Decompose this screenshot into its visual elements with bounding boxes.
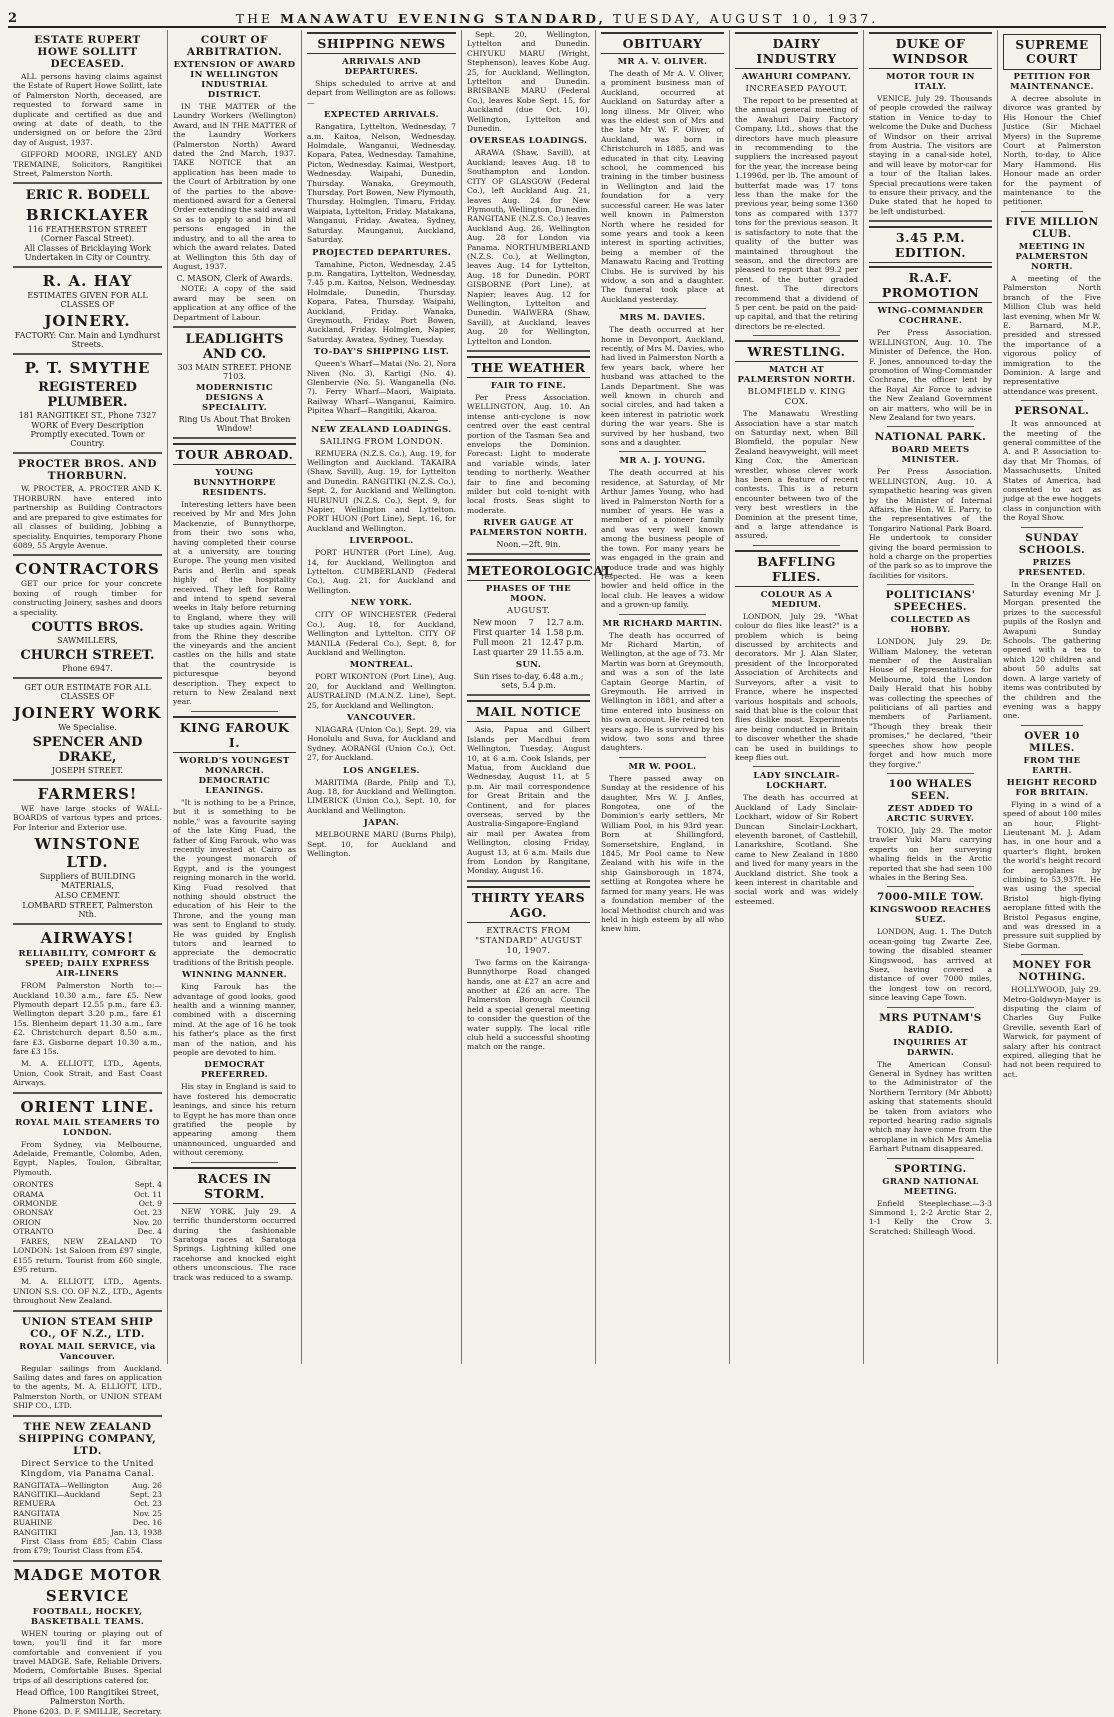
airways-agent: M. A. ELLIOTT, LTD., Agents, Union, Cook Strait, and East Coast Airways. [13,1059,162,1088]
projected-departures: PROJECTED DEPARTURES. [312,247,451,258]
farouk-heading: KING FAROUK I. [173,716,296,753]
newyork-text: CITY OF WINCHESTER (Federal Co.), Aug. 18, for Auckland, Wellington and Lyttelton. CITY OF MANILA (Federal Co.), Sept. 8, for Auckland and Wellington. [307,610,456,657]
union-text: Regular sailings from Auckland. Sailing dates and fares on application to the agents, M. A. ELLIOTT, LTD., Palmerston North, or UNION STEAM SHIP CO., LTD. [13,1363,162,1411]
hay-trade: JOINERY. [44,312,131,331]
moon-heading: PHASES OF THE MOON. [485,584,572,605]
losangeles-heading: LOS ANGELES. [343,765,420,776]
farouk-winning: WINNING MANNER. [181,970,288,981]
arrivals-list: Rangatira, Lyttelton, Wednesday, 7 a.m. Kaitoa, Nelson, Wednesday. Holmdale, Wanganui, Wednesday. Kopara, Patea, Wednesday. Tamahine, Picton, Wednesday. Kaimai, Westport, Wednesday. Waipahi, Dunedin, Thursday. Wanaka, Greymouth, Thursday. Port Bowen, New Plymouth, Thursday. Holmglen, Timaru, Friday. Waipiata, Lyttelton, Friday. Matakana, Wanganui, Friday. Awatea, Sydney, Saturday. Maunganui, Auckland, Saturday. [307,122,456,245]
todays-shipping-heading: TO-DAY'S SHIPPING LIST. [313,347,450,358]
farouk-text-3: His stay in England is said to have fostered his democratic leanings, and since his return to Egypt he has more than once gratified the people by appearing among them unannounced, unguarded and without ceremony. [173,1082,296,1158]
spencer-name: SPENCER AND DRAKE, [32,734,143,765]
vancouver-text: NIAGARA (Union Co.), Sept. 29, via Honolulu and Suva, for Auckland and Sydney. AORANGI (Union Co.), Oct. 27, for Auckland. [307,724,456,763]
duke-heading: DUKE OF WINDSOR [869,32,992,69]
davies-text: The death occurred at her home in Devonport, Auckland, recently, of Mrs M. Davies, who had lived in Palmerston North a few years back, where her husband was attached to the Lands Department. She was well known in church and social circles, and had taken a keen interest in patriotic work during the war years. She is survived by her husband, two sons and a daughter. [601,325,724,448]
nz-loadings-sub: SAILING FROM LONDON. [319,436,444,447]
park-sub: BOARD MEETS MINISTER. [891,445,970,466]
sun-heading: SUN. [515,660,542,671]
leadlights-note: Ring Us About That Broken Window! [178,414,291,433]
lady-heading: LADY SINCLAIR-LOCKHART. [753,771,840,792]
meteorological-heading: METEOROLOGICAL [467,559,590,581]
column-8 [998,30,1106,1364]
airways-name: AIRWAYS! [40,929,135,948]
tour-sub: YOUNG BUNNYTHORPE RESIDENTS. [193,467,276,498]
nz-loadings-heading: NEW ZEALAND LOADINGS. [311,424,452,435]
moon-table [467,618,590,658]
procter-text: W. PROCTER, A. PROCTER AND K. THORBURN have entered into partnership as Building Contractors and are prepared to give estimates for all classes of building, Jobbing a speciality. Enquiries, temporary Phone 6089, 55 Argyle Avenue. [13,484,162,550]
moon-month: AUGUST. [506,606,550,617]
tow-text: LONDON, Aug. 1. The Dutch ocean-going tug Zwarte Zee, towing the disabled steamer Kingswood, has arrived at Suez, having covered a distance of over 7000 miles, the longest tow on record, since leaving Cape Town. [869,927,992,1003]
list-item: ORMONDE Oct. 9 [13,1199,162,1209]
japan-heading: JAPAN. [363,818,400,829]
weather-heading: THE WEATHER [467,356,590,378]
whales-text: TOKIO, July 29. The motor trawler Yuki Maru carrying experts on her surveying whaling fields in the Arctic reported that she had seen 100 whales in the Bering Sea. [869,825,992,882]
column-4 [462,30,613,1364]
spencer-specialise: We Specialise. [58,722,117,732]
mail-text: Asia, Papua and Gilbert Islands per Macdhui from Wellington, Tuesday, August 10, at 6 a.m. Cook Islands, per Matua, from Auckland due Wednesday, August 11, at 5 p.m. Air mail correspondence for Great Britain and the Continent, and for places overseas, served by the Australia-Singapore-England air mail per Awatea from Wellington, closing Friday, August 13, at 6 a.m. Mails due from London by Rangitane, Monday, August 16. [467,725,590,876]
flies-heading: BAFFLING FLIES. [735,550,858,587]
million-text: A meeting of the Palmerston North branch of the Five Million Club was held last evening, when Mr W. E. Barnard, M.P., presided and stressed the importance of a vigorous policy of immigration to the Dominion. A large and representative attendance was present. [1003,273,1101,396]
orient-text: From Sydney, via Melbourne, Adelaide, Fremantle, Colombo, Aden, Egypt, Naples, Toulon, Gibraltar, Plymouth. [13,1139,162,1177]
estate-text: ALL persons having claims against the Estate of Rupert Howe Sollitt, late of Palmerston North, deceased, are requested to forward same in duplicate and certified as due and owing at date of death, to the undersigned on or before the 23rd day of August, 1937. [13,72,162,147]
races-text: NEW YORK, July 29. A terrific thunderstorm occurred during the fashionable Saratoga races at Saratoga Springs. Lightning killed one racehorse and knocked eight others unconscious. The race track was reduced to a swamp. [173,1206,296,1282]
miles-sub: FROM THE EARTH. [1023,755,1081,776]
masthead-date: TUESDAY, AUGUST 10, 1937. [612,11,879,26]
orient-agent: M. A. ELLIOTT, LTD., Agents. UNION S.S. CO. OF N.Z., LTD., Agents throughout New Zealand. [13,1277,162,1306]
politicians-heading: POLITICIANS' SPEECHES. [885,589,976,614]
winstone-line: Suppliers of BUILDING MATERIALS, [39,872,136,891]
oliver-text: The death of Mr A. V. Oliver, a prominent business man of Auckland, occurred at Auckland on Saturday after a long illness. Mr Oliver, who was the eldest son of Mrs and the late Mr W. F. Oliver, of Auckland, was born in Christchurch in 1885, and was educated in that city. Leaving school, he commenced his training in the timber business in Wellington and laid the foundation for a very successful career. He was later well known in Palmerston North where he resided for some years and took a keen interest in sporting activities, being a member of the Manawatu Racing and Trotting Clubs. He is survived by his widow, a son and a daughter. The funeral took place at Auckland yesterday. [601,69,724,304]
table-row: Last quarter 29 11.55 a.m. [473,648,584,658]
smythe-address: 181 RANGITIKEI ST., Phone 7327 [18,411,157,421]
wrestling-text: The Manawatu Wrestling Association have a star match on Saturday next, when Bill Blomfield, the popular New Zealand heavyweight, will meet King Cox, the American wrestler, whose clever work has been a feature of recent contests. This is a return encounter between two of the very best wrestlers in the Dominion at the present time, and a large attendance is assured. [735,409,858,541]
madge-phone: Phone 6203. [13,1707,62,1717]
leadlights-sub: MODERNISTIC DESIGNS A SPECIALITY. [195,382,274,413]
winstone-also: ALSO CEMENT. [54,891,121,901]
raf-heading: R.A.F. PROMOTION [869,266,992,303]
airways-text: FROM Palmerston North to:—Auckland 10.30 a.m., fare £5. New Plymouth depart 12.55 p.m., fare £3. Wellington depart 3.20 p.m., fare £1 15s. Blenheim depart 11.30 a.m., fare £2. Christchurch depart 8.50 a.m., fare £3. Gisborne depart 10.30 a.m., fare £3 15s. [13,981,162,1056]
oliver-heading: MR A. V. OLIVER. [617,57,708,67]
procter-name: PROCTER BROS. AND THORBURN. [18,458,157,483]
masthead-name: MANAWATU EVENING STANDARD, [280,11,606,26]
arrivals-text: Ships scheduled to arrive at and depart from Wellington are as follows:— [307,79,456,107]
nz-shipping-fares: First Class from £85; Cabin Class from £79; Tourist Class from £54. [13,1537,162,1556]
thirty-years-heading: THIRTY YEARS AGO. [467,886,590,923]
sporting-sub: GRAND NATIONAL MEETING. [882,1176,979,1197]
estate-heading: ESTATE RUPERT HOWE SOLLITT DECEASED. [34,34,141,70]
union-name: UNION STEAM SHIP CO., OF N.Z., LTD. [21,1315,154,1340]
martin-heading: MR RICHARD MARTIN. [602,618,723,629]
million-sub: MEETING IN PALMERSTON NORTH. [1015,241,1089,272]
tow-heading: 7000-MILE TOW. [877,891,984,904]
shipping-continued: Sept. 20, Wellington, Lyttelton and Dunedin. CHIYUKU MARU (Wright, Stephenson), leaves Kobe Aug. 25, for Auckland, Wellington, Lyttelton and Dunedin. BRISBANE MARU (Federal Co.), leaves Kobe Sept. 15, for Auckland (due Oct. 10), Wellington, Lyttelton and Dunedin. [467,30,590,134]
orient-name: ORIENT LINE. [20,1097,155,1116]
hay-line: ESTIMATES GIVEN FOR ALL CLASSES OF [27,291,148,310]
whales-sub: ZEST ADDED TO ARCTIC SURVEY. [886,803,975,824]
hay-factory: FACTORY: Cnr. Main and Lyndhurst Streets. [14,331,161,350]
court-sign: C. MASON, Clerk of Awards. [176,274,293,284]
coutts-phone: Phone 6947. [62,663,113,673]
orient-sailings [13,1180,162,1236]
park-heading: NATIONAL PARK. [874,431,987,444]
list-item: ORONTES Sept. 4 [13,1180,162,1190]
airways-sub: RELIABILITY, COMFORT & SPEED; DAILY EXPRESS AIR-LINERS [18,949,157,980]
nz-loadings-text: REMUERA (N.Z.S. Co.), Aug. 19, for Wellington and Auckland. TAKAIRA (Shaw, Savill), Aug. 19, for Lyttelton and Dunedin. RANGITIKI (N.Z.S. Co.), Sept. 2, for Auckland and Wellington. HURUNUI (N.Z.S. Co.), Sept. 9, for Napier, Wellington and Lyttelton. PORT HUON (Port Line), Sept. 16, for Auckland and Wellington. [307,448,456,533]
politicians-text: LONDON, July 29. Dr. William Maloney, the veteran member of the Australian House of Representatives for Melbourne, told the London Daily Herald that his hobby was collecting the speeches of politicians of all parties and members of Parliament. "Though they break their promises," he declared, "their speeches show how people forget and how much more they forgive." [869,637,992,769]
tour-text: Interesting letters have been received by Mr and Mrs John Mackenzie, of Bunnythorpe, from their two sons who, having completed their course at a university, are touring Europe. The young men visited Paris and Berlin and speak highly of the hospitality received. They left for Rome and intend to spend several weeks in Italy before returning to England, where they will take up studies again. Writing from the Rhine they describe the vineyards and the ancient castles on the hills and state that the countryside is picturesque beyond description. They expect to return to New Zealand next year. [173,499,296,707]
list-item: REMUERA Oct. 23 [13,1499,162,1509]
smythe-note: WORK of Every Description Promptly executed. Town or Country. [30,421,145,449]
list-item: RANGITATA—Wellington Aug. 26 [13,1480,162,1490]
nz-shipping-sailings [13,1481,162,1537]
madge-office: Head Office, 100 Rangitikei Street, Palmerston North. [15,1688,160,1707]
dairy-sub-2: INCREASED PAYOUT. [745,84,848,94]
leadlights-address: 303 MAIN STREET. PHONE 7103. [177,362,292,381]
list-item: RUAHINE Dec. 16 [13,1518,162,1528]
wrestling-sub: MATCH AT PALMERSTON NORTH. [737,365,856,386]
miles-heading: OVER 10 MILES. [1024,729,1080,754]
masthead-the: THE [235,11,274,26]
table-row: Full moon 21 12.47 p.m. [473,638,584,648]
supreme-text: A decree absolute in divorce was granted by His Honour the Chief Justice (Sir Michael Myers) in the Supreme Court at Palmerston North, to-day, to Alice Mary Hammond. His Honour made an order for the payment of maintenance to the petitioner. [1003,94,1101,207]
todays-shipping-text: Queen's Wharf—Matai (No. 2), Nora Niven (No. 3), Kartigi (No. 4). Glenbervie (No. 5). Wanganella (No. 7). Ferry Wharf—Maori, Waipiata. Railway Wharf—Wanganui, Kaimiro. Pipitea Wharf—Rangitiki, Akaroa. [307,359,456,416]
newyork-heading: NEW YORK. [350,598,413,609]
court-heading: COURT OF ARBITRATION. [186,34,283,58]
putnam-text: The American Consul-General in Sydney has written to the Administrator of the Northern Territory (Mr Abbott) asking that statements should be taken from aviators who reported hearing radio signals which may have come from the aeroplane in which Mrs Amelia Earhart Putnam disappeared. [869,1059,992,1154]
madge-name: MADGE MOTOR [13,1565,162,1584]
column-7 [864,30,998,1364]
farouk-text-2: King Farouk has the advantage of good looks, good health and a winning manner, combined with a discerning mind. At the age of 16 he took his father's place as the first man of the nation, and his people are devoted to him. [173,982,296,1058]
river-heading: RIVER GAUGE AT PALMERSTON NORTH. [469,518,588,539]
raf-text: Per Press Association. WELLINGTON, Aug. 10. The Minister of Defence, the Hon. F. Jones, announced to-day the promotion of Wing-Commander Cochrane, the officer lent by the Royal Air Force to advise the New Zealand Government on air matters, who will be in New Zealand for two years. [869,328,992,422]
montreal-heading: MONTREAL. [349,660,414,671]
coutts-name: COUTTS BROS. [31,619,144,635]
martin-text: The death has occurred of Mr Richard Martin, of Wellington, at the age of 73. Mr Martin was born at Greymouth, and was a son of the late Captain George Martin, of Greymouth. He arrived in Wellington in 1881, and after a time entered into business on his own account. He retired ten years ago. He is survived by his widow, two sons and three daughters. [601,630,724,753]
vancouver-heading: VANCOUVER. [347,712,416,723]
madge-text: WHEN touring or playing out of town, you'll find it far more comfortable and convenient if you travel MADGE. Safe, Reliable Drivers. Modern, Comfortable Buses. Special trips of all descriptions catered for. [13,1628,162,1685]
putnam-heading: MRS PUTNAM'S RADIO. [879,1011,982,1036]
nz-shipping-name: THE NEW ZEALAND SHIPPING COMPANY, LTD. [18,1420,157,1457]
contractors-text: GET our price for your concrete boxing of rough timber for constructing Joinery, sashes and doors a speciality. [13,579,162,617]
expected-arrivals: EXPECTED ARRIVALS. [323,110,440,121]
wrestling-heading: WRESTLING. [735,340,858,362]
montreal-text: PORT WIKONTON (Port Line), Aug. 20, for Auckland and Wellington. AUSTRALIND (M.A.N.Z. Line), Sept. 25, for Auckland and Wellington. [307,672,456,710]
court-sub: EXTENSION OF AWARD IN WELLINGTON INDUSTRIAL DISTRICT. [173,60,296,100]
leadlights-name: LEADLIGHTS AND CO. [185,331,284,362]
young-heading: MR A. J. YOUNG. [619,456,706,467]
races-heading: RACES IN STORM. [173,1167,296,1204]
dairy-text: The report to be presented at the annual general meeting of the Awahuri Dairy Factory Company, Ltd., shows that the directors have much pleasure in recommending to the suppliers the increased payout for the year, the increase being 1.1996d. per lb. The amount of butterfat made was 17 tons less than the make for the previous year, being some 1360 tons as compared with 1377 tons for the previous season. It is satisfactory to note that the quality of the butter was maintained throughout the season, and the directors are pleased to report that 99.2 per cent. of the butter graded finest. The directors recommend that a dividend of 5 per cent. be paid on the paid-up capital, and that the retiring directors be re-elected. [735,96,858,331]
thirty-years-text: Two farms on the Kairanga-Bunnythorpe Road changed hands, one at £27 an acre and another at £26 an acre. The Palmerston Borough Council held a special general meeting to consider the question of the water supply. The local rifle club held a successful shooting match on the range. [467,957,590,1052]
duke-text: VENICE, July 29. Thousands of people crowded the railway station in Venice to-day to welcome the Duke and Duchess of Windsor on their arrival from Austria. The visitors are staying in a canal-side hotel, and will leave by motor-car for a tour of the Italian lakes. Special precautions were taken to ensure their privacy, and the Duke stated that he hoped to be left undisturbed. [869,94,992,216]
court-note: NOTE: A copy of the said award may be seen on application at any office of the Department of Labour. [173,284,296,322]
miles-text: Flying in a wind of a speed of about 100 miles an hour, Flight-Lieutenant M. J. Adam has, in one hour and a quarter's flight, broken the world's height record for aeroplanes by climbing to 53,937ft. He was using the special Bristol high-flying aeroplane fitted with the Bristol Pegasus engine, and was dressed in a pressure suit supplied by Siebe Gorman. [1003,799,1101,950]
weather-sub: FAIR TO FINE. [490,381,567,391]
masthead-title [48,11,1066,26]
sunday-text: In the Orange Hall on Saturday evening Mr J. Morgan presented the prizes to the successful pupils of the Roslyn and Awapuni Sunday Schools. The gathering opened with a tea to which 120 children and about 50 adults sat down. A large variety of items was contributed by the children and the evening was a happy one. [1003,579,1101,721]
raf-sub: WING-COMMANDER COCHRANE. [877,306,984,327]
winstone-name: WINSTONE LTD. [34,835,141,872]
table-row: New moon 7 12.7 a.m. [473,618,584,628]
departures-list: Tamahine, Picton, Wednesday, 2.45 p.m. Rangatira, Lyttelton, Wednesday, 7.45 p.m. Kaitoa, Nelson, Wednesday. Holmdale, Dunedin, Thursday. Kopara, Patea, Thursday. Waipahi, Auckland, Friday. Wanaka, Greymouth, Friday. Port Bowen, Auckland, Friday. Holmglen, Napier, Saturday. Awatea, Sydney, Tuesday. [307,259,456,344]
million-heading: FIVE MILLION CLUB. [1005,215,1099,240]
column-1 [8,30,168,1717]
list-item: ORAMA Oct. 11 [13,1189,162,1199]
spencer-text: GET OUR ESTIMATE FOR ALL CLASSES OF [24,682,151,701]
union-sub: ROYAL MAIL SERVICE, via Vancouver. [19,1341,156,1362]
japan-text: MELBOURNE MARU (Burns Philp), Sept. 10, for Auckland and Wellington. [307,830,456,858]
davies-heading: MRS M. DAVIES. [619,313,706,324]
farouk-text: "It is nothing to be a Prince, but it is something to be noble," was a favourite saying of the late King Fuad, the father of King Farouk, who was recently invested at Cairo as the youngest monarch of Egypt, and is the youngest reigning monarch in the world. King Fuad resolved that nothing should obstruct the education of his Heir to the Throne, and the young man was sent to England to study. He was guided by English tutors and learned to appreciate the democratic traditions of the British people. [173,797,296,967]
pool-heading: MR W. POOL. [628,761,697,772]
liverpool-heading: LIVERPOOL. [349,536,414,547]
spencer-trade: JOINERY WORK [13,703,162,722]
farmers-name: FARMERS! [37,784,138,803]
liverpool-text: PORT HUNTER (Port Line), Aug. 14, for Auckland, Wellington and Lyttelton. CUMBERLAND (Federal Co.), Aug. 21, for Auckland and Wellington. [307,548,456,595]
farouk-sub: WORLD'S YOUNGEST MONARCH. DEMOCRATIC LEANINGS. [179,755,290,796]
estate-signoff: GIFFORD MOORE, INGLEY AND TREMAINE, Solicitors, Rangitikei Street, Palmerston North. [13,150,162,179]
pool-text: There passed away on Sunday at the residence of his daughter, Mrs W. J. Anfles, Rongotea, one of the Dominion's early settlers, Mr William Pool, in his 93rd year. Born at Shillingford, Somersetshire, England, in 1845, Mr Pool came to New Zealand with his wife in the ship Gainsborough in 1874, settling at Rongotea where he farmed for many years. He was a foundation member of the local Methodist church and was held in high esteem by all who knew him. [601,773,724,934]
duke-sub: MOTOR TOUR IN ITALY. [886,72,975,92]
masthead [8,4,1106,28]
supreme-sub: PETITION FOR MAINTENANCE. [1010,72,1094,92]
tour-heading: TOUR ABROAD. [173,443,296,465]
young-text: The death occurred at his residence, at Saturday, of Mr Arthur James Young, who had lived in Palmerston North for a number of years. He was a member of a pioneer family and was very well known among the business people of the town. For many years he was engaged in the grain and produce trade and was highly respected. He was a keen bowler and held office in the local club. He leaves a widow and a grown-up family. [601,468,724,610]
spencer-address: JOSEPH STREET. [51,765,124,775]
miles-sub-2: HEIGHT RECORD FOR BRITAIN. [1006,777,1098,798]
smythe-trade: REGISTERED PLUMBER. [38,380,137,411]
money-text: HOLLYWOOD, July 29. Metro-Goldwyn-Mayer is disputing the claim of Charles Guy Fulke Greville, seventh Earl of Warwick, for payment of salary after his contract expired, alleging that he had not been required to act. [1003,985,1101,1079]
weather-text: Per Press Association. WELLINGTON, Aug. 10. An intense anti-cyclone is now centred over the east central portion of the Tasman Sea and envelops the Dominion. Forecast: Light to moderate and variable winds, later tending to northerly. Weather fair to fine and becoming milder but cold to-night with local frosts. Seas slight to moderate. [467,393,590,515]
nz-shipping-sub: Direct Service to the United Kingdom, via Panama Canal. [20,1458,155,1479]
madge-trade: SERVICE [45,1586,130,1605]
flies-text: LONDON, July 29. "What colour do flies like least?" is a problem which is being discussed by architects and decorators. Mr J. Alan Slater, president of the Incorporated Association of Architects and Surveyors, after a visit to France, where he inspected various hospitals and schools, said that blue is the colour that flies dislike most. Experiments are being conducted in Britain to discover whether the shade can be used in buildings to keep flies out. [735,611,858,762]
court-text: IN THE MATTER of the Laundry Workers (Wellington) Award, and IN THE MATTER of the Laundry Workers (Palmerston North) Award dated the 2nd March, 1937. TAKE NOTICE that an application has been made to the Court of Arbitration by one of the parties to the above-mentioned award for a General Order extending the said award so as to apply to and bind all persons engaged in the industry, and to all the area to which the award relates. Dated at Wellington this 5th day of August, 1937. [173,102,296,271]
sporting-text: Enfield Steeplechase.—3-3 Simmond 1, 2-2 Arctic Star 2, 1-1 Kelly the Crow 3. Scratched: Shilleagh Wood. [869,1198,992,1236]
madge-footer [13,1707,162,1716]
river-text: Noon.—2ft. 9in. [496,540,561,550]
columns [8,30,1106,1717]
contractors-name: CONTRACTORS [15,560,160,579]
list-item: RANGITIKI Jan. 13, 1938 [13,1527,162,1537]
table-row: First quarter 14 1.58 p.m. [473,628,584,638]
overseas-heading: OVERSEAS LOADINGS. [469,136,588,147]
winstone-address: LOMBARD STREET, Palmerston Nth. [22,901,153,920]
farmers-text: WE have large stocks of WALL-BOARDS of various types and prices. For Interior and Exterior use. [13,803,162,832]
wrestling-sub-2: BLOMFIELD v. KING COX. [747,387,846,408]
arrivals-heading: ARRIVALS AND DEPARTURES. [342,57,421,77]
bodell-note: All Classes of Bricklaying Work Undertaken in City or Country. [24,244,151,263]
tow-sub: KINGSWOOD REACHES SUEZ. [869,905,992,926]
mail-heading: MAIL NOTICE [467,700,590,722]
bodell-name: ERIC R. BODELL [25,188,150,204]
list-item: RANGITIKI—Auckland Sept. 23 [13,1489,162,1499]
madge-sub: FOOTBALL, HOCKEY, BASKETBALL TEAMS. [30,1606,145,1627]
overseas-text: ARAWA (Shaw, Savill), at Auckland; leaves Aug. 18 to Southampton and London. CITY OF GLASGOW (Federal Co.), left Auckland Aug. 21, leaves Aug. 24 for New Plymouth, Wellington, Dunedin. RANGITANE (N.Z.S. Co.) leaves Auckland Aug. 26, Wellington Aug. 28 for London via Panama. NORTHUMBERLAND (N.Z.S. Co.), at Wellington, leaves Aug. 14 for Lyttelton, Aug. 18 for Dunedin. PORT GISBORNE (Port Line), at Napier; leaves Aug. 12 for Wellington, Lyttelton and Dunedin. WAIWERA (Shaw, Savill), at Auckland, leaves Aug. 20 for Wellington, Lyttelton and London. [467,148,590,346]
putnam-sub: INQUIRIES AT DARWIN. [893,1037,968,1058]
coutts-trade: SAWMILLERS, [57,635,118,645]
coutts-address: CHURCH STREET. [20,647,155,663]
whales-heading: 100 WHALES SEEN. [888,777,973,802]
column-5 [596,30,730,1364]
list-item: ORION Nov. 20 [13,1217,162,1227]
column-3 [302,30,462,1364]
supreme-heading: SUPREME COURT [1003,34,1101,70]
personal-text: It was announced at the meeting of the general committee of the A. and P. Association to-day that Mr Thomas, of Massachusetts, United States of America, had consented to act as judge at the ewe hoggets class in conjunction with the Royal Show. [1003,419,1101,523]
column-2 [168,30,302,1364]
dairy-heading: DAIRY INDUSTRY [735,32,858,69]
page-number: 2 [8,11,18,26]
sporting-heading: SPORTING. [894,1162,967,1175]
column-6 [730,30,864,1364]
thirty-years-sub: EXTRACTS FROM "STANDARD" AUGUST 10, 1907. [475,925,582,956]
lady-text: The death has occurred at Auckland of Lady Sinclair-Lockhart, widow of Sir Robert Duncan Sinclair-Lockhart, eleventh baronet, of Castlehill, Lanarkshire, Scotland. She came to New Zealand in 1880 and lived for many years in the Auckland district. She took a keen interest in charitable and social work and was widely esteemed. [735,793,858,906]
bodell-address: 116 FEATHERSTON STREET (Corner Fascal Street). [27,225,148,244]
edition-heading: 3.45 P.M. EDITION. [869,226,992,263]
park-text: Per Press Association. WELLINGTON, Aug. 10. A sympathetic hearing was given by the Minister of Internal Affairs, the Hon. W. E. Parry, to the representatives of the Tongariro National Park Board. He undertook to consider giving the board permission to hold a charge on the properties of the park so as to improve the facilities for visitors. [869,467,992,580]
money-heading: MONEY FOR NOTHING. [1012,959,1092,984]
orient-fares: FARES, NEW ZEALAND TO LONDON: 1st Saloon from £97 single, £155 return. Tourist from £60 single, £95 return. [13,1236,162,1274]
smythe-name: P. T. SMYTHE [24,359,151,378]
bodell-trade: BRICKLAYER [25,206,150,225]
politicians-sub: COLLECTED AS HOBBY. [890,615,971,636]
orient-sub: ROYAL MAIL STEAMERS TO LONDON. [15,1117,160,1138]
list-item: RANGITATA Nov. 25 [13,1508,162,1518]
personal-heading: PERSONAL. [1014,405,1090,418]
losangeles-text: MARITIMA (Barde, Philp and T.), Aug. 18, for Auckland and Wellington. LIMERICK (Union Co.), Sept. 10, for Auckland and Wellington. [307,777,456,815]
sunday-sub: PRIZES PRESENTED. [1018,557,1086,578]
obituary-heading: OBITUARY [601,32,724,54]
list-item: OTRANTO Dec. 4 [13,1227,162,1237]
list-item: ORONSAY Oct. 23 [13,1208,162,1218]
sun-text: Sun rises to-day, 6.48 a.m.; sets, 5.4 p.m. [473,672,584,691]
hay-name: R. A. HAY [42,272,133,291]
flies-sub: COLOUR AS A MEDIUM. [760,589,833,610]
shipping-heading: SHIPPING NEWS [307,32,456,54]
farouk-democrat: DEMOCRAT PREFERRED. [200,1060,269,1081]
madge-secretary: D. F. SMILLIE, Secretary. [64,1707,162,1717]
dairy-sub: AWAHURI COMPANY. [741,72,852,82]
sunday-heading: SUNDAY SCHOOLS. [1018,531,1086,556]
